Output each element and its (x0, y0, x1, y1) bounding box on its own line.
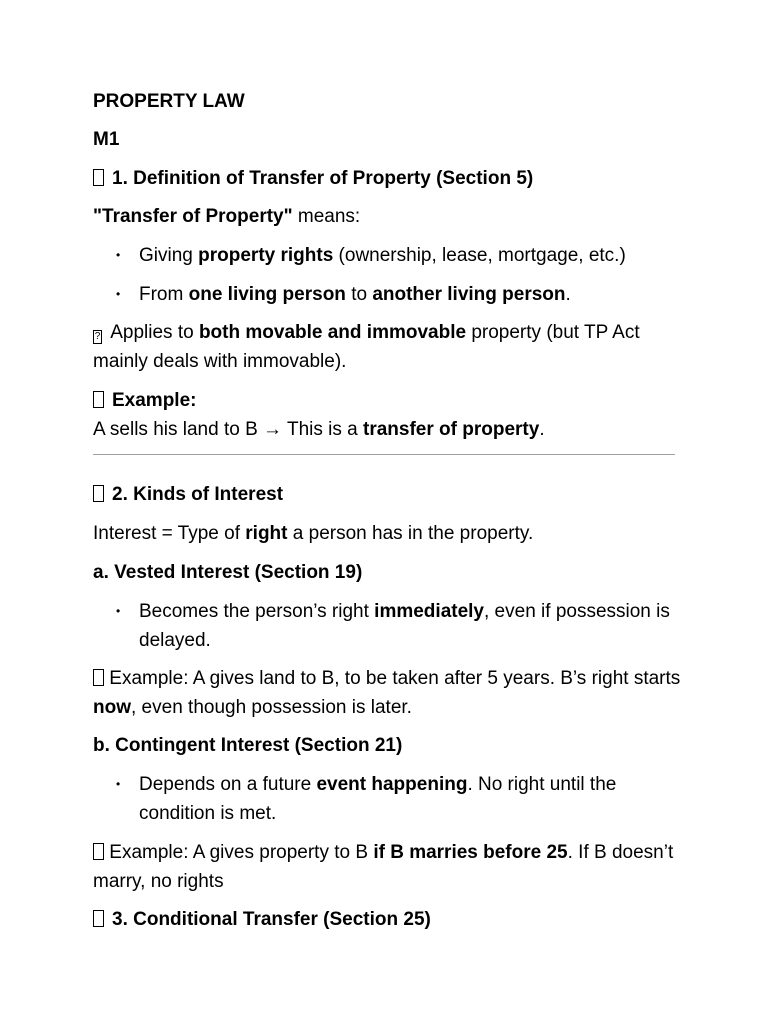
s1-example-label (93, 386, 683, 415)
s2a-bullet-1 (139, 597, 684, 655)
section-3-heading-text: 3. Conditional Transfer (Section 25) (112, 909, 431, 930)
s1-intro-bold: "Transfer of Property" (93, 206, 293, 227)
text-run: . (565, 284, 571, 305)
text-run: A sells his land to B → This is a (93, 419, 363, 440)
s2b-bullet-1 (139, 770, 684, 828)
text-run: . No right until the condition is met. (139, 774, 617, 824)
horizontal-divider (93, 454, 675, 455)
text-run: Becomes the person’s right (139, 601, 375, 622)
text-run-bold: one living person (188, 284, 346, 305)
text-run: . (539, 419, 545, 440)
bullet-icon: • (116, 777, 121, 791)
missing-glyph-icon (93, 669, 104, 686)
text-run: to (345, 284, 373, 305)
missing-glyph-icon (93, 391, 104, 408)
text-run-bold: event happening (316, 774, 468, 795)
text-run: (ownership, lease, mortgage, etc.) (333, 245, 626, 266)
section-2-heading (93, 480, 683, 509)
text-run: Applies to (106, 322, 199, 343)
text-run: Example: A gives land to B, to be taken after 5 years. B’s right starts (104, 668, 681, 689)
text-run: . If B doesn’t marry, no rights (93, 842, 674, 892)
text-run: Example: A gives property to B (104, 842, 374, 863)
text-run: property (but TP Act mainly deals with immovable). (93, 322, 640, 372)
section-3-heading (93, 905, 683, 934)
missing-glyph-icon (93, 169, 104, 186)
text-run: , even though possession is later. (131, 697, 412, 718)
doc-title: PROPERTY LAW (93, 91, 245, 112)
missing-glyph-icon (93, 485, 104, 502)
text-run-bold: property rights (198, 245, 334, 266)
bullet-icon: • (116, 287, 121, 301)
text-run: Interest = Type of (93, 523, 246, 544)
s2b-heading: b. Contingent Interest (Section 21) (93, 735, 403, 756)
text-run-bold: now (93, 697, 131, 718)
text-run: , even if possession is delayed. (139, 601, 670, 651)
s1-bullet-2 (139, 280, 684, 309)
module-label: M1 (93, 129, 120, 150)
s1-applies (93, 318, 683, 376)
section-2-heading-text: 2. Kinds of Interest (112, 484, 284, 505)
text-run-bold: both movable and immovable (198, 322, 467, 343)
s2a-heading: a. Vested Interest (Section 19) (93, 562, 363, 583)
text-run: Giving (139, 245, 199, 266)
section-1-heading-text: 1. Definition of Transfer of Property (Section 5) (112, 168, 534, 189)
bullet-icon: • (116, 604, 121, 618)
s2-definition (93, 519, 683, 548)
text-run: Depends on a future (139, 774, 317, 795)
s2b-example (93, 838, 683, 896)
s2a-example (93, 664, 683, 722)
unknown-glyph-icon: ? (94, 331, 101, 342)
text-run: a person has in the property. (287, 523, 534, 544)
s1-intro-rest: means: (292, 206, 361, 227)
s1-intro (93, 202, 683, 231)
text-run-bold: right (245, 523, 288, 544)
missing-glyph-icon (93, 910, 104, 927)
bullet-icon: • (116, 248, 121, 262)
missing-glyph-icon (93, 843, 104, 860)
section-1-heading (93, 164, 683, 193)
s1-bullet-1 (139, 241, 684, 270)
text-run-bold: immediately (374, 601, 484, 622)
s1-example-text (93, 415, 683, 444)
text-run: From (139, 284, 189, 305)
text-run-bold: Example: (112, 390, 197, 411)
text-run-bold: another living person (372, 284, 566, 305)
text-run-bold: if B marries before 25 (373, 842, 568, 863)
text-run-bold: transfer of property (363, 419, 540, 440)
